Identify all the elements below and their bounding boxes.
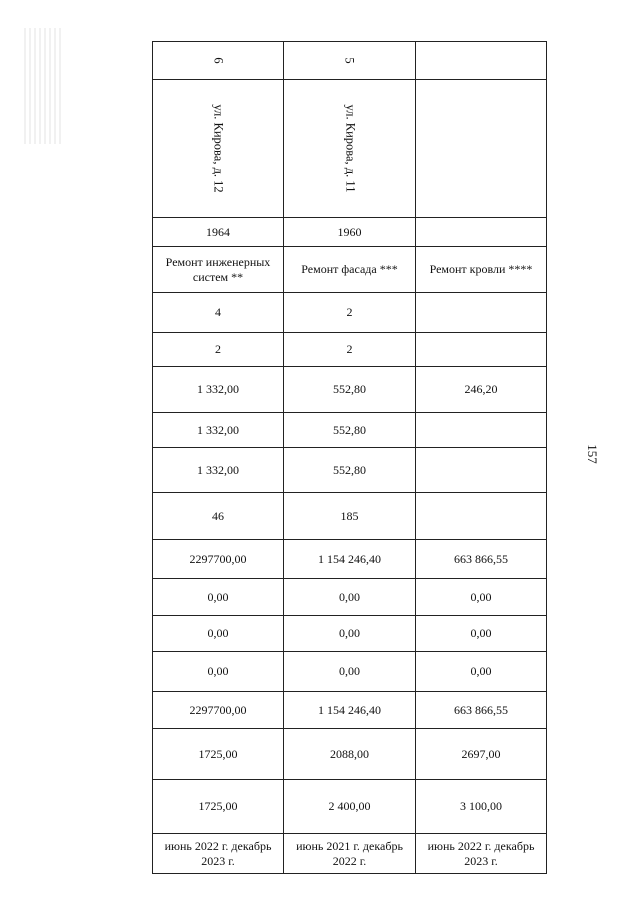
table-row [153, 493, 547, 540]
table-cell: 552,80 [284, 413, 416, 448]
page-number: 157 [584, 444, 600, 464]
table-cell: 1964 [153, 218, 284, 247]
table-row [153, 293, 547, 333]
table-cell: 1960 [284, 218, 416, 247]
table-cell [416, 80, 547, 218]
table-cell [153, 42, 284, 80]
table-row [153, 333, 547, 367]
table-cell [284, 42, 416, 80]
table-row [153, 780, 547, 834]
table-cell [416, 493, 547, 540]
table-cell: 1 154 246,40 [284, 692, 416, 729]
table-cell: 46 [153, 493, 284, 540]
table-cell: 2297700,00 [153, 540, 284, 579]
table-cell: 0,00 [153, 616, 284, 652]
table-cell [416, 333, 547, 367]
table-cell: Ремонт инженерных систем ** [153, 247, 284, 293]
table-row [153, 652, 547, 692]
address-cell: ул. Кирова, д. 11 [343, 104, 357, 193]
table-cell: 1725,00 [153, 729, 284, 780]
table-cell [416, 42, 547, 80]
table-row [153, 729, 547, 780]
table-row [153, 540, 547, 579]
table-cell [416, 293, 547, 333]
table-cell: 2697,00 [416, 729, 547, 780]
column-number: 5 [343, 57, 357, 64]
table-cell: 1 332,00 [153, 448, 284, 493]
table-row [153, 616, 547, 652]
table-cell: 0,00 [153, 579, 284, 616]
table-row [153, 413, 547, 448]
table-cell: 663 866,55 [416, 540, 547, 579]
table-cell [416, 448, 547, 493]
table-cell: 3 100,00 [416, 780, 547, 834]
address-cell: ул. Кирова, д. 12 [211, 104, 226, 193]
table-cell: 2 [284, 333, 416, 367]
table-row [153, 834, 547, 874]
table-cell: июнь 2022 г. декабрь 2023 г. [416, 834, 547, 874]
table-cell [153, 80, 284, 218]
table-row [153, 218, 547, 247]
table-cell: 2297700,00 [153, 692, 284, 729]
table-row [153, 247, 547, 293]
table-cell: июнь 2021 г. декабрь 2022 г. [284, 834, 416, 874]
table-cell: Ремонт фасада *** [284, 247, 416, 293]
table-row [153, 579, 547, 616]
table-cell: 2 [284, 293, 416, 333]
column-number: 6 [211, 57, 226, 64]
table-cell: 0,00 [153, 652, 284, 692]
table-cell [284, 80, 416, 218]
table-cell: 0,00 [284, 616, 416, 652]
table-cell: 552,80 [284, 367, 416, 413]
table-cell: 185 [284, 493, 416, 540]
table-cell: 2088,00 [284, 729, 416, 780]
table-cell: 552,80 [284, 448, 416, 493]
table-cell: 4 [153, 293, 284, 333]
table-cell: 246,20 [416, 367, 547, 413]
table-cell: 2 400,00 [284, 780, 416, 834]
table-row [153, 448, 547, 493]
table-cell: июнь 2022 г. декабрь 2023 г. [153, 834, 284, 874]
table-cell: 1725,00 [153, 780, 284, 834]
repair-table [152, 41, 547, 874]
faded-stamp [24, 28, 64, 144]
table-cell: 0,00 [416, 579, 547, 616]
table-cell: 663 866,55 [416, 692, 547, 729]
table-cell: 0,00 [416, 616, 547, 652]
table-cell: 1 332,00 [153, 367, 284, 413]
table-cell: 1 154 246,40 [284, 540, 416, 579]
table-cell [416, 218, 547, 247]
table-cell: Ремонт кровли **** [416, 247, 547, 293]
table-cell: 2 [153, 333, 284, 367]
table-row [153, 42, 547, 80]
table-row [153, 367, 547, 413]
table-cell [416, 413, 547, 448]
table-cell: 0,00 [284, 579, 416, 616]
table-cell: 1 332,00 [153, 413, 284, 448]
table-cell: 0,00 [416, 652, 547, 692]
table-cell: 0,00 [284, 652, 416, 692]
table-row [153, 692, 547, 729]
table-row [153, 80, 547, 218]
